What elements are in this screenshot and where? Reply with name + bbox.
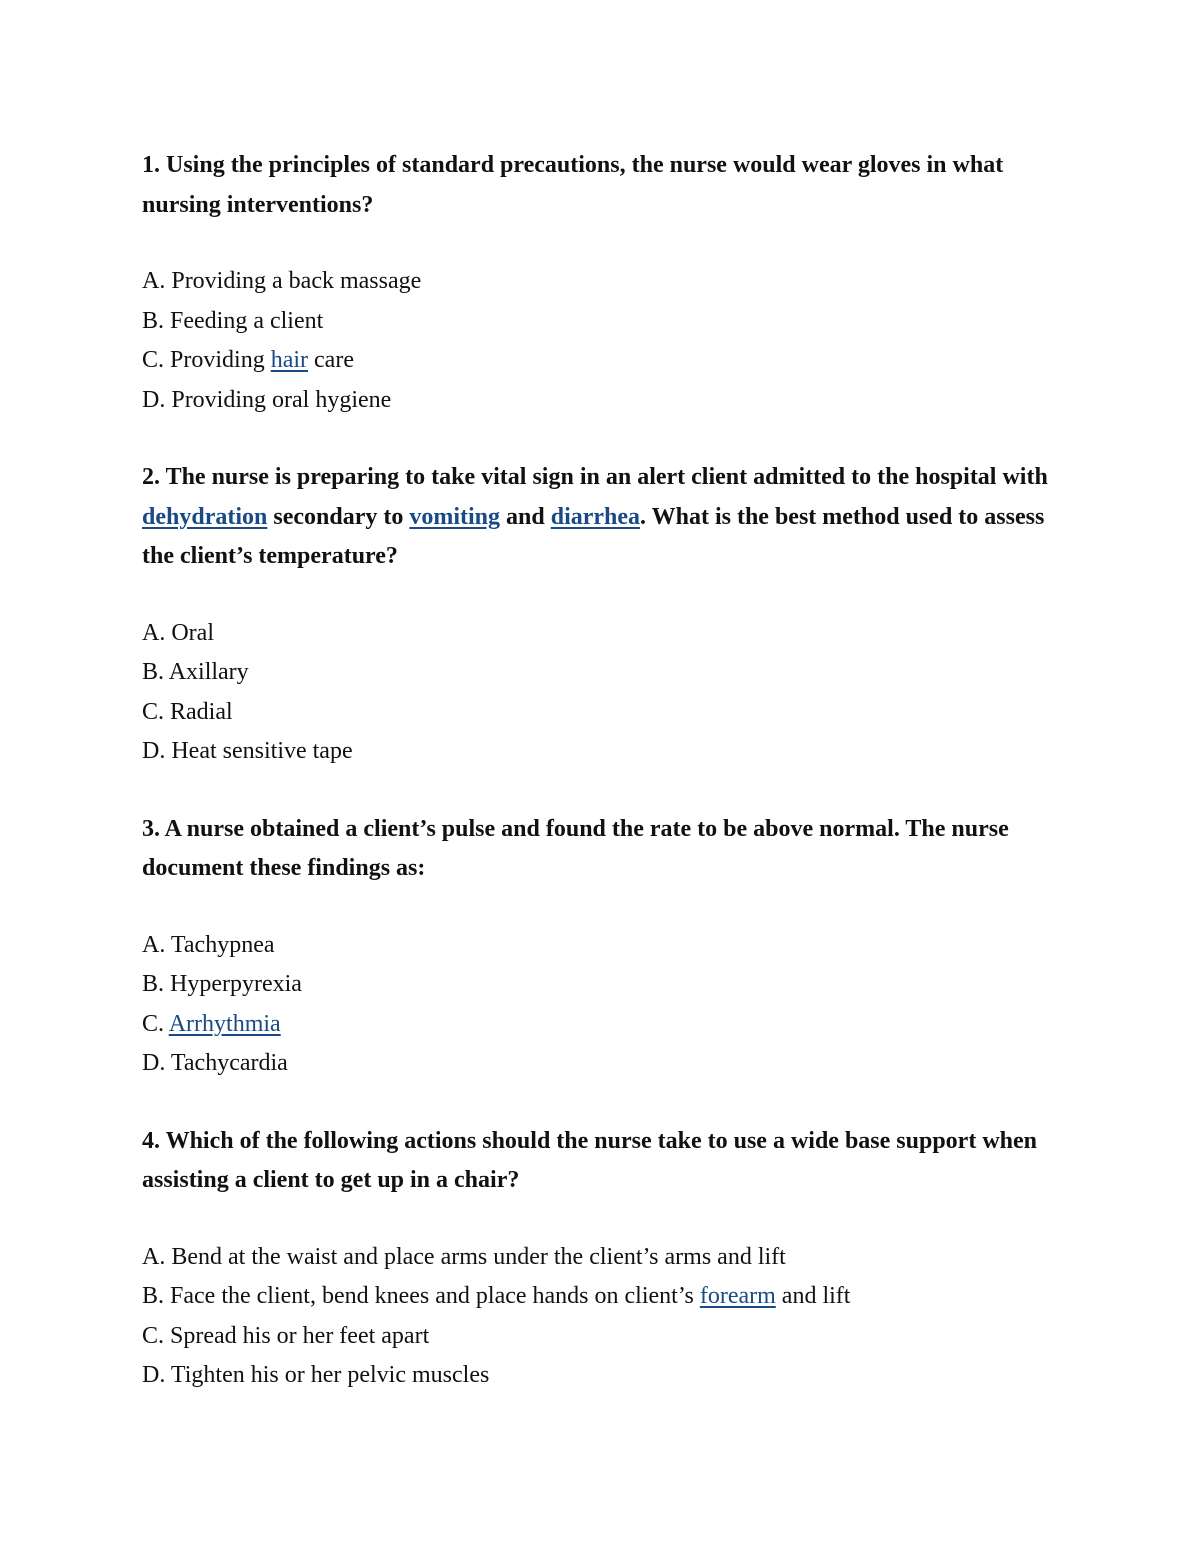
spacer — [142, 420, 1072, 458]
option-text: Radial — [164, 698, 233, 725]
answer-option-a — [142, 926, 1072, 966]
answer-option-d — [142, 1044, 1072, 1084]
answer-option-a — [142, 1238, 1072, 1278]
spacer — [142, 1084, 1072, 1122]
option-letter: B. — [142, 307, 165, 334]
option-text: Spread his or her feet apart — [164, 1322, 430, 1349]
term-link-forearm[interactable]: forearm — [699, 1283, 776, 1309]
question-number: 2. — [142, 464, 160, 490]
document-page — [142, 146, 1072, 1396]
spacer — [142, 772, 1072, 810]
term-link-vomiting[interactable]: vomiting — [409, 503, 501, 530]
question-4 — [142, 1122, 1072, 1396]
option-text: Bend at the waist and place arms under the client’s arms and lift — [165, 1243, 786, 1270]
option-text: and lift — [775, 1283, 851, 1309]
answer-options — [142, 926, 1072, 1084]
answer-option-b — [142, 302, 1072, 342]
option-text: Heat sensitive tape — [165, 738, 353, 764]
question-3 — [142, 810, 1072, 1084]
option-letter: D. — [142, 738, 166, 764]
answer-option-d — [142, 732, 1072, 772]
option-text: Providing oral hygiene — [165, 386, 392, 413]
question-2 — [142, 458, 1072, 772]
option-letter: A. — [142, 931, 166, 958]
question-number: 4. — [142, 1127, 160, 1154]
question-stem — [142, 146, 1072, 225]
option-text: Face the client, bend knees and place hands on client’s — [164, 1283, 700, 1309]
answer-option-b — [142, 1277, 1072, 1317]
stem-text: and — [500, 503, 551, 530]
option-letter: A. — [142, 619, 166, 646]
term-link-dehydration[interactable]: dehydration — [142, 503, 268, 530]
term-link-arrhythmia[interactable]: Arrhythmia — [168, 1010, 281, 1037]
option-text: Tachycardia — [165, 1050, 288, 1076]
answer-option-a — [142, 614, 1072, 654]
question-stem — [142, 1122, 1072, 1201]
term-link-diarrhea[interactable]: diarrhea — [550, 503, 641, 530]
answer-options — [142, 614, 1072, 772]
option-letter: A. — [142, 268, 166, 294]
option-letter: B. — [142, 1283, 165, 1309]
answer-options — [142, 262, 1072, 420]
option-letter: C. — [142, 1010, 165, 1037]
question-number: 3. — [142, 815, 160, 842]
option-letter: D. — [142, 1050, 166, 1076]
stem-text: secondary to — [267, 503, 410, 530]
option-text: Feeding a client — [164, 307, 324, 334]
option-text: Hyperpyrexia — [164, 971, 302, 997]
stem-text: . What is the best method used to assess the client’s temperature? — [142, 503, 1045, 569]
answer-option-b — [142, 653, 1072, 693]
answer-option-c — [142, 1317, 1072, 1357]
option-text: Providing — [164, 347, 271, 373]
option-letter: A. — [142, 1243, 166, 1270]
question-1 — [142, 146, 1072, 420]
option-text: Tachypnea — [165, 931, 275, 958]
option-text: care — [308, 347, 354, 373]
option-text: Providing a back massage — [165, 268, 422, 294]
option-letter: B. — [142, 971, 165, 997]
option-text: Oral — [165, 619, 214, 646]
option-letter: D. — [142, 1362, 166, 1388]
option-letter: C. — [142, 698, 165, 725]
question-stem — [142, 458, 1072, 577]
stem-text: A nurse obtained a client’s pulse and found the rate to be above normal. The nurse document these findings as: — [142, 815, 1009, 881]
answer-option-a — [142, 262, 1072, 302]
answer-option-c — [142, 1005, 1072, 1045]
stem-text: The nurse is preparing to take vital sign in an alert client admitted to the hospital with — [160, 464, 1048, 490]
term-link-hair[interactable]: hair — [270, 347, 309, 373]
answer-option-d — [142, 1356, 1072, 1396]
answer-option-c — [142, 341, 1072, 381]
answer-option-b — [142, 965, 1072, 1005]
question-number: 1. — [142, 152, 160, 178]
option-letter: C. — [142, 347, 165, 373]
answer-option-d — [142, 381, 1072, 421]
question-stem — [142, 810, 1072, 889]
stem-text: Which of the following actions should the nurse take to use a wide base support when assisting a client to get up in a chair? — [142, 1127, 1037, 1193]
option-letter: B. — [142, 659, 165, 685]
stem-text: Using the principles of standard precautions, the nurse would wear gloves in what nursing interventions? — [142, 152, 1004, 218]
option-text: Axillary — [164, 659, 249, 685]
option-letter: D. — [142, 386, 166, 413]
option-letter: C. — [142, 1322, 165, 1349]
option-text: Tighten his or her pelvic muscles — [165, 1362, 490, 1388]
answer-options — [142, 1238, 1072, 1396]
answer-option-c — [142, 693, 1072, 733]
